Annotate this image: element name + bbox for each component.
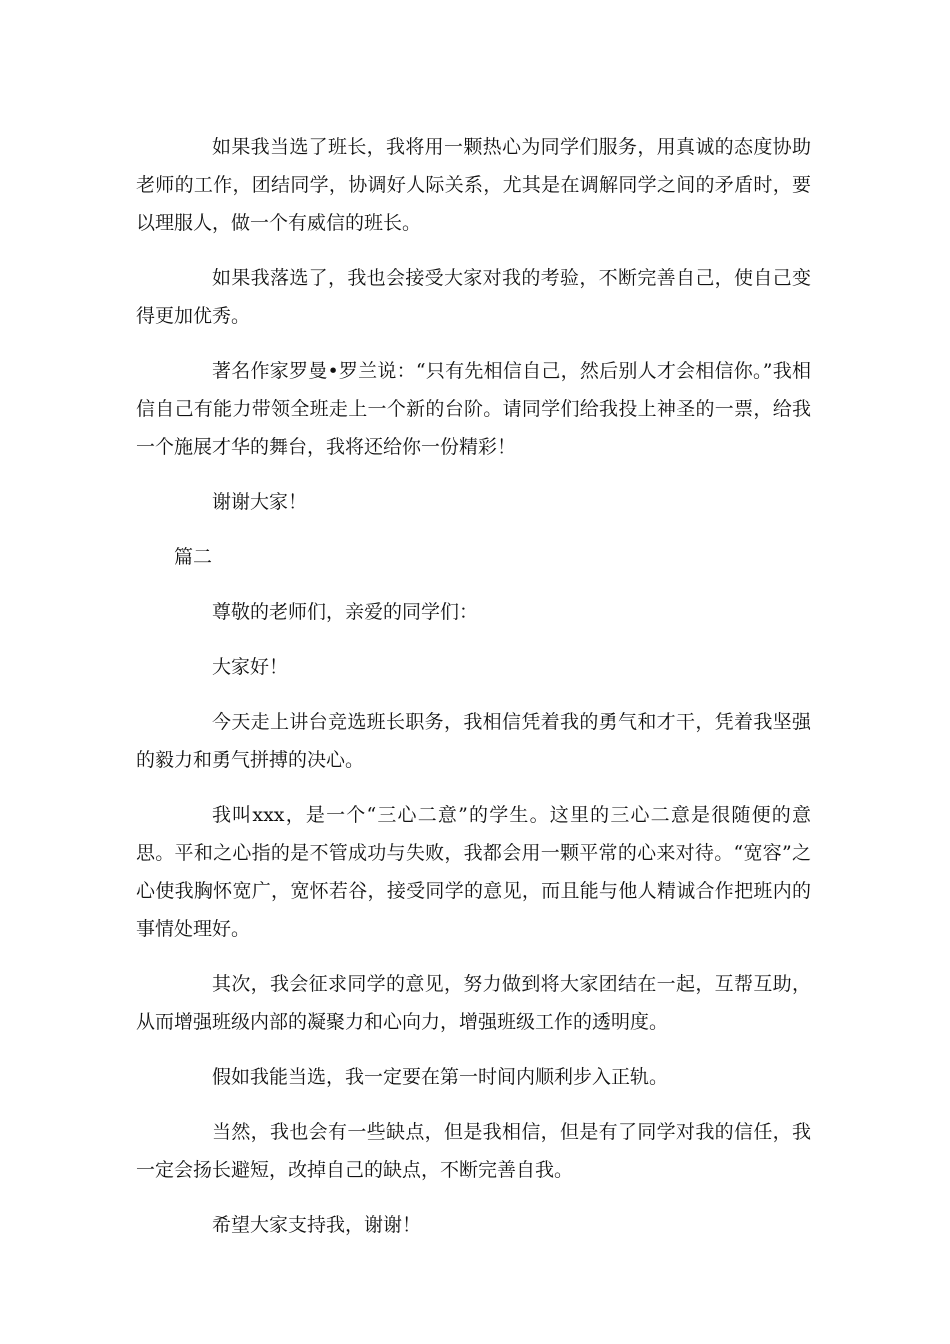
paragraph-if-not-elected: 如果我落选了，我也会接受大家对我的考验，不断完善自己，使自己变得更加优秀。: [136, 267, 811, 327]
paragraph-if-chosen: 假如我能当选，我一定要在第一时间内顺利步入正轨。: [212, 1066, 669, 1088]
paragraph-self-description: 我叫xxx，是一个“三心二意”的学生。这里的三心二意是很随便的意思。平和之心指的是不管成功与失败，我都会用一颗平常的心来对待。“宽容”之心使我胸怀宽广，宽怀若谷，接受同学的意见，而且能与他人精诚合作把班内的事情处理好。: [136, 804, 811, 940]
paragraph-support: 希望大家支持我，谢谢！: [212, 1214, 422, 1236]
paragraph-secondly: 其次，我会征求同学的意见，努力做到将大家团结在一起，互帮互助，从而增强班级内部的凝聚力和心向力，增强班级工作的透明度。: [136, 973, 811, 1033]
paragraph-shortcomings: 当然，我也会有一些缺点，但是我相信，但是有了同学对我的信任，我一定会扬长避短，改掉自己的缺点，不断完善自我。: [136, 1121, 811, 1181]
paragraph-thanks: 谢谢大家！: [212, 491, 308, 513]
section-heading: 篇二: [174, 546, 213, 568]
paragraph-greeting-teachers: 尊敬的老师们，亲爱的同学们：: [212, 601, 479, 623]
paragraph-if-elected: 如果我当选了班长，我将用一颗热心为同学们服务，用真诚的态度协助老师的工作，团结同学，协调好人际关系，尤其是在调解同学之间的矛盾时，要以理服人，做一个有威信的班长。: [136, 136, 811, 234]
document-page: [136, 128, 811, 1261]
paragraph-quote: 著名作家罗曼•罗兰说：“只有先相信自己，然后别人才会相信你。”我相信自己有能力带领全班走上一个新的台阶。请同学们给我投上神圣的一票，给我一个施展才华的舞台，我将还给你一份精彩！: [136, 360, 811, 458]
paragraph-hello: 大家好！: [212, 656, 289, 678]
paragraph-intro: 今天走上讲台竞选班长职务，我相信凭着我的勇气和才干，凭着我坚强的毅力和勇气拼搏的决心。: [136, 711, 811, 771]
